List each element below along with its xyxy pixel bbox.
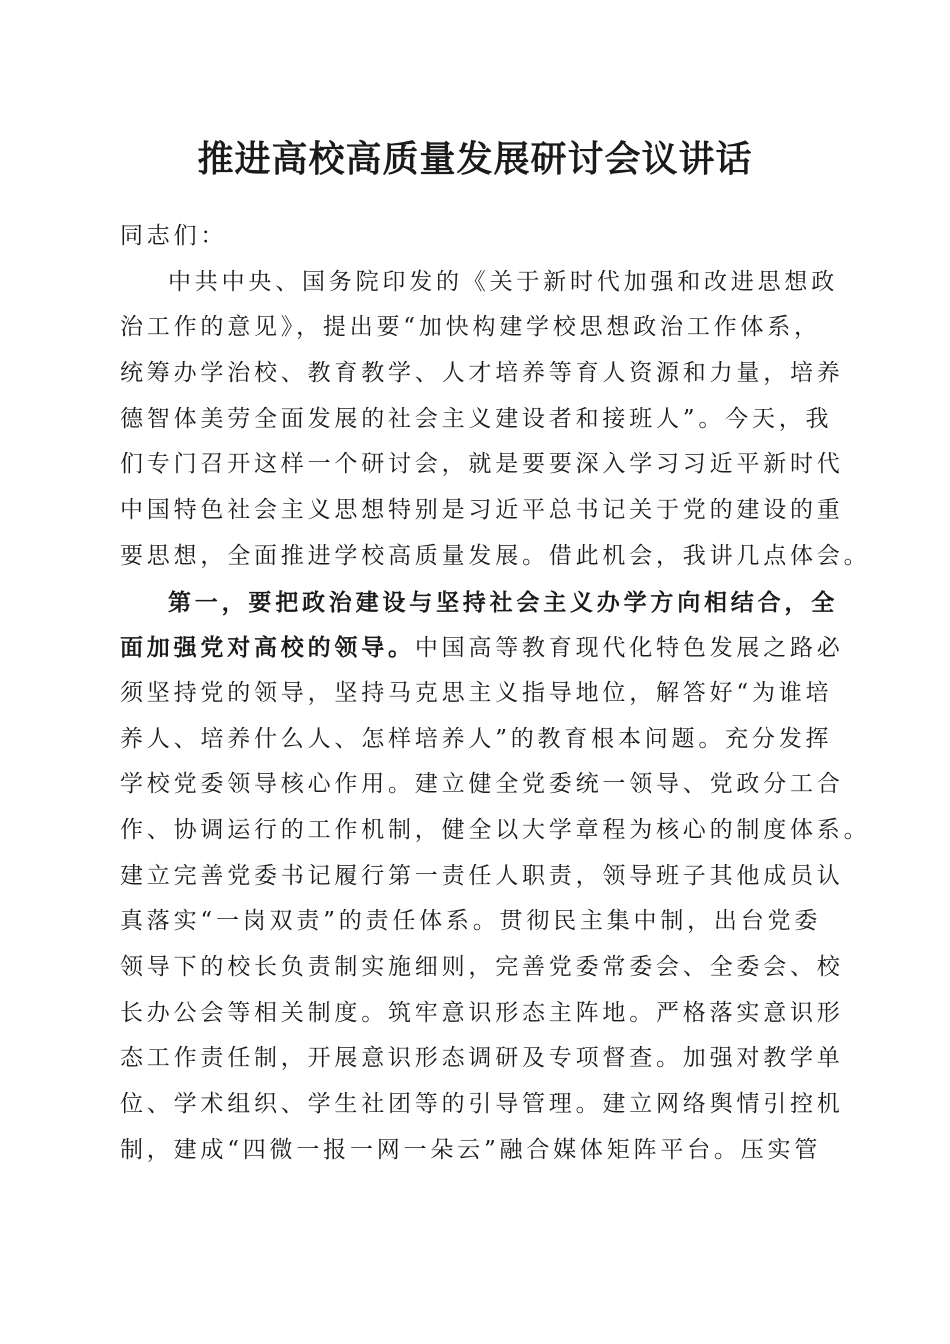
text-line: 作、协调运行的工作机制，健全以大学章程为核心的制度体系。: [120, 816, 871, 843]
text-line: 养人、培养什么人、怎样培养人”的教育根本问题。充分发挥: [120, 725, 833, 752]
text-line: 们专门召开这样一个研讨会，就是要要深入学习习近平新时代: [120, 451, 844, 478]
text-line: 长办公会等相关制度。筑牢意识形态主阵地。严格落实意识形: [120, 999, 844, 1026]
text-line: 态工作责任制，开展意识形态调研及专项督查。加强对教学单: [120, 1045, 844, 1072]
text-line: 要思想，全面推进学校高质量发展。借此机会，我讲几点体会。: [120, 542, 871, 569]
text-line: 建立完善党委书记履行第一责任人职责，领导班子其他成员认: [120, 862, 844, 889]
point-heading-end: 面加强党对高校的领导。: [120, 634, 415, 662]
text-line: 学校党委领导核心作用。建立健全党委统一领导、党政分工合: [120, 771, 844, 798]
text-line: 中国特色社会主义思想特别是习近平总书记关于党的建设的重: [120, 497, 844, 524]
text-line: 治工作的意见》，提出要“加快构建学校思想政治工作体系，: [120, 314, 821, 341]
text-line: 统筹办学治校、教育教学、人才培养等育人资源和力量，培养: [120, 360, 844, 387]
text-line: 中共中央、国务院印发的《关于新时代加强和改进思想政: [168, 268, 838, 295]
point-text-start: 中国高等教育现代化特色发展之路必: [414, 635, 844, 662]
point-heading-line: 第一，要把政治建设与坚持社会主义办学方向相结合，全: [168, 588, 838, 616]
text-line: 须坚持党的领导，坚持马克思主义指导地位，解答好“为谁培: [120, 679, 833, 706]
text-line: 制，建成“四微一报一网一朵云”融合媒体矩阵平台。压实管: [120, 1136, 822, 1163]
text-line: 德智体美劳全面发展的社会主义建设者和接班人”。今天，我: [120, 405, 833, 432]
point-heading-line-mixed: [120, 625, 844, 671]
text-line: 真落实“一岗双责”的责任体系。贯彻民主集中制，出台党委: [120, 908, 822, 935]
text-line: 位、学术组织、学生社团等的引导管理。建立网络舆情引控机: [120, 1091, 844, 1118]
salutation: 同志们：: [120, 223, 228, 249]
document-body: [120, 214, 871, 1173]
text-line: 领导下的校长负责制实施细则，完善党委常委会、全委会、校: [120, 954, 844, 980]
document-title: 推进高校高质量发展研讨会议讲话: [197, 138, 753, 180]
